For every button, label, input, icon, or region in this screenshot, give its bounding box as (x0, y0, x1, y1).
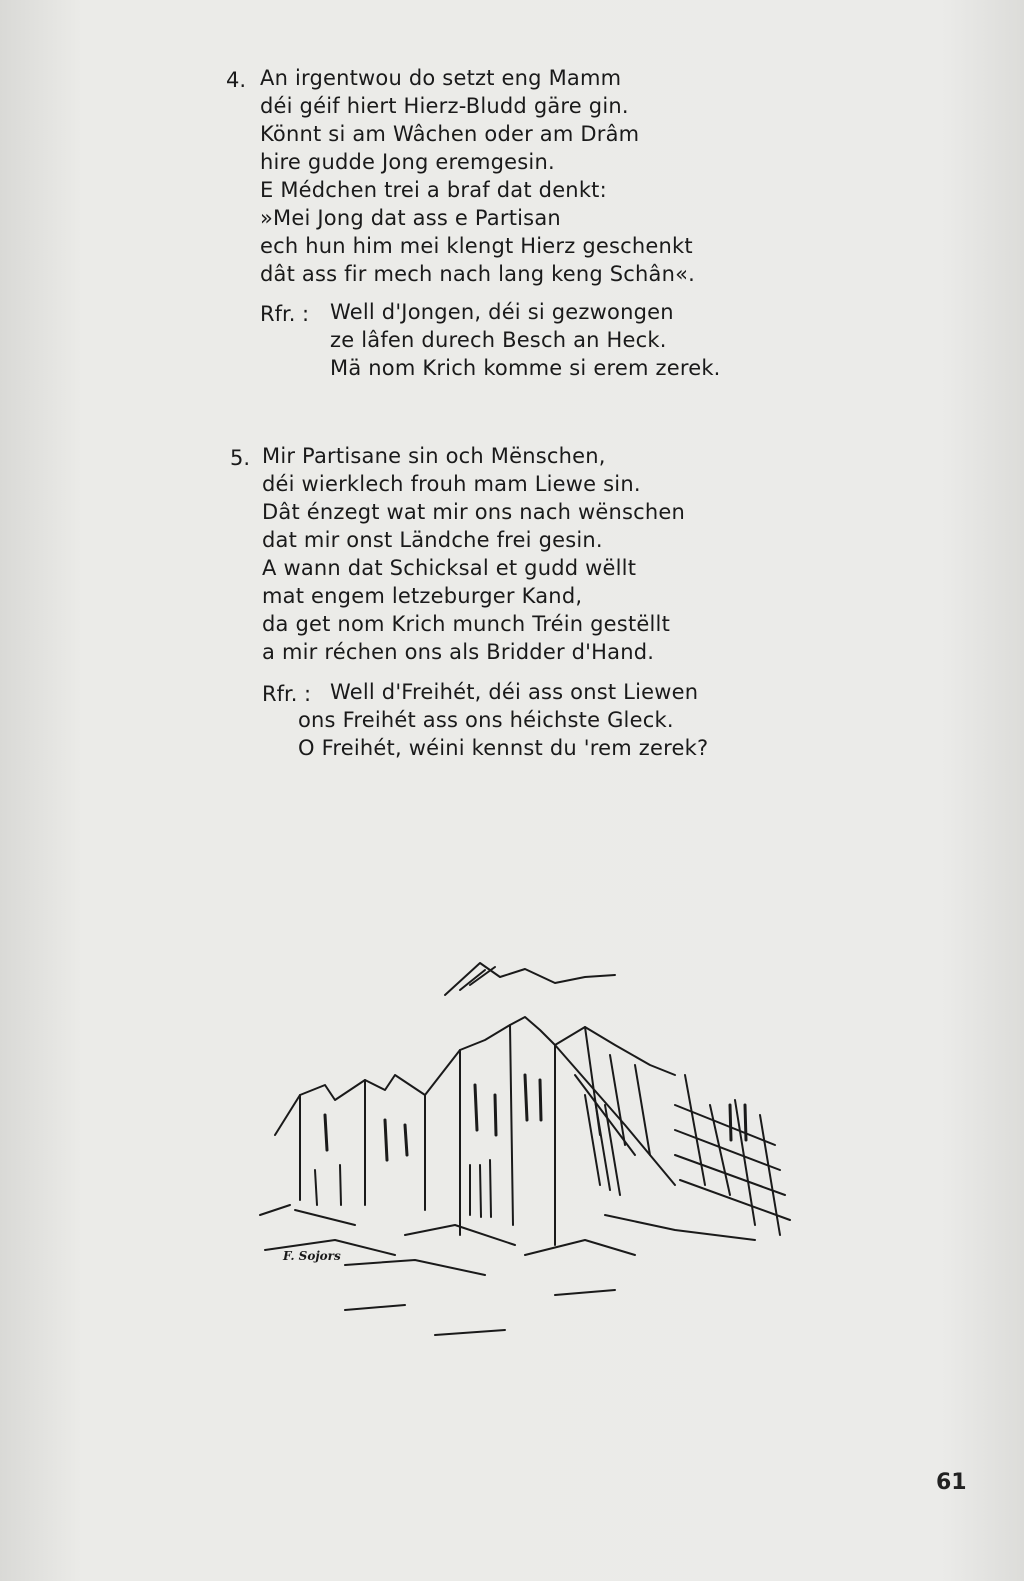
verse-line: da get nom Krich munch Tréin gestëllt (262, 612, 670, 636)
verse-line: a mir réchen ons als Bridder d'Hand. (262, 640, 655, 664)
verse-line: E Médchen trei a braf dat denkt: (260, 178, 607, 202)
refrain-line: Well d'Freihét, déi ass onst Liewen (330, 680, 699, 704)
verse-line: »Mei Jong dat ass e Partisan (260, 206, 561, 230)
stanza-number: 4. (226, 68, 247, 92)
verse-line: déi géif hiert Hierz-Bludd gäre gin. (260, 94, 629, 118)
refrain-line: ons Freihét ass ons héichste Gleck. (298, 708, 674, 732)
ruined-houses-illustration (255, 955, 800, 1355)
refrain-line: Mä nom Krich komme si erem zerek. (330, 356, 721, 380)
verse-line: A wann dat Schicksal et gudd wëllt (262, 556, 637, 580)
artist-signature: F. Sojors (283, 1249, 341, 1263)
refrain-line: O Freihét, wéini kennst du 'rem zerek? (298, 736, 709, 760)
refrain-label: Rfr. : (260, 302, 310, 326)
refrain-label: Rfr. : (262, 682, 312, 706)
verse-line: hire gudde Jong eremgesin. (260, 150, 555, 174)
verse-line: Könnt si am Wâchen oder am Drâm (260, 122, 640, 146)
verse-line: dât ass fir mech nach lang keng Schân«. (260, 262, 696, 286)
verse-line: mat engem letzeburger Kand, (262, 584, 583, 608)
refrain-line: Well d'Jongen, déi si gezwongen (330, 300, 674, 324)
verse-line: An irgentwou do setzt eng Mamm (260, 66, 622, 90)
refrain-line: ze lâfen durech Besch an Heck. (330, 328, 667, 352)
verse-line: Mir Partisane sin och Mënschen, (262, 444, 606, 468)
verse-line: dat mir onst Ländche frei gesin. (262, 528, 603, 552)
page-number: 61 (936, 1470, 967, 1495)
verse-line: Dât énzegt wat mir ons nach wënschen (262, 500, 686, 524)
stanza-number: 5. (230, 446, 251, 470)
verse-line: déi wierklech frouh mam Liewe sin. (262, 472, 641, 496)
verse-line: ech hun him mei klengt Hierz geschenkt (260, 234, 693, 258)
